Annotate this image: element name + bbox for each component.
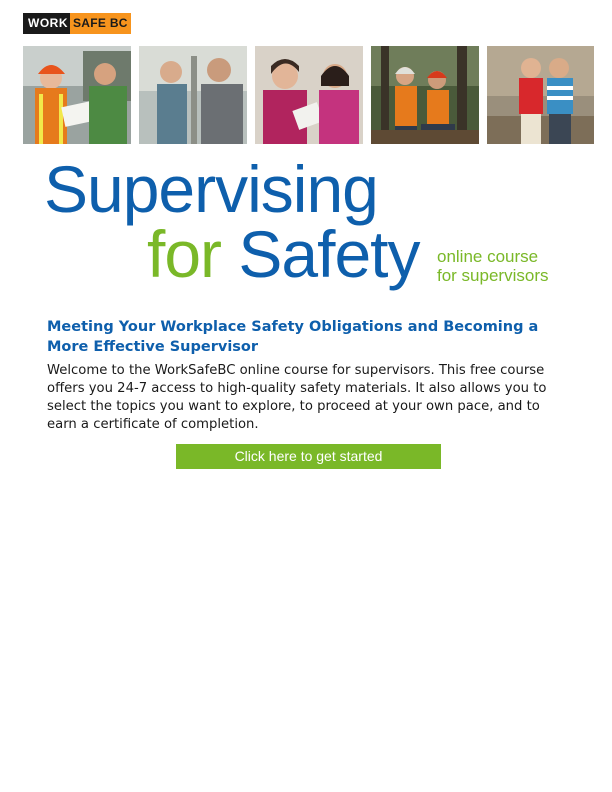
section-heading: Meeting Your Workplace Safety Obligations and Becoming a More Effective Supervisor: [47, 319, 539, 355]
tagline-line2: for supervisors: [437, 266, 549, 285]
title-for: for: [147, 217, 222, 291]
photo-hardhat-worker: [23, 46, 131, 144]
welcome-paragraph: Welcome to the WorkSafeBC online course for supervisors. This free course offers you 24-7 access to high-quality safety materials. It also allows you to select the topics you want to explore, to proceed at your own pace, and to earn a certificate of completion.: [47, 363, 547, 432]
photo-nurse-clipboard: [255, 46, 363, 144]
title-supervising: Supervising: [44, 152, 378, 226]
photo-forestry-workers: [371, 46, 479, 144]
photo-young-workers: [487, 46, 594, 144]
tagline: [437, 247, 548, 285]
logo-work: WORK: [23, 13, 70, 34]
get-started-button[interactable]: Click here to get started: [176, 444, 441, 469]
title-safety: Safety: [238, 217, 420, 291]
tagline-line1: online course: [437, 247, 539, 266]
logo-safebc: SAFE BC: [70, 13, 131, 34]
worksafebc-logo: [23, 13, 131, 34]
title-for-safety: [147, 217, 420, 291]
photo-two-men: [139, 46, 247, 144]
photo-strip: [23, 46, 594, 144]
